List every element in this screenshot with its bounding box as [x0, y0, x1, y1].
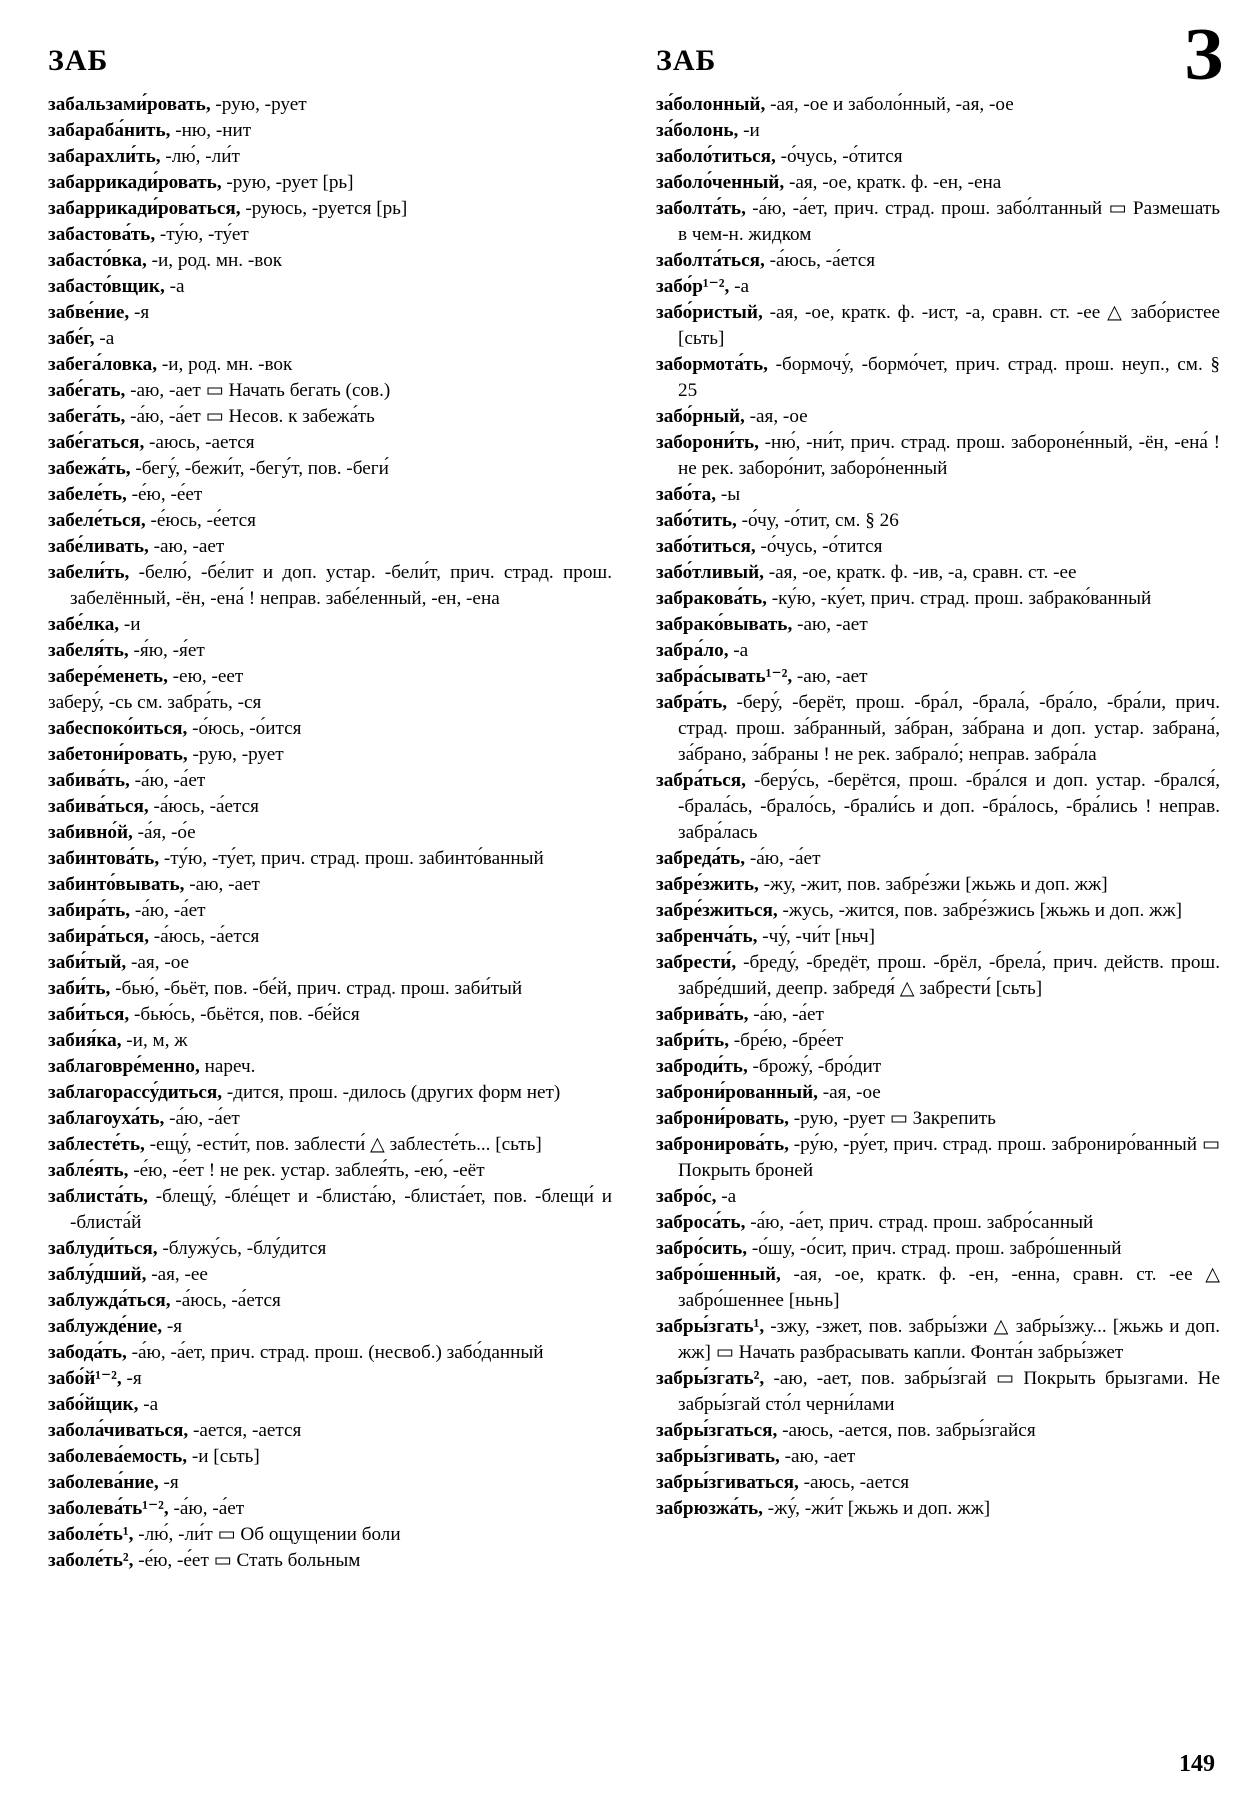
dictionary-entry	[656, 534, 1220, 560]
entry-definition: -бреду́, -бредёт, прош. -брёл, -брела́, прич. действ. прош. забре́дший, деепр. забредя́ △ забрести́ [сьть]	[678, 952, 1220, 999]
entry-headword: забо́тливый,	[656, 562, 764, 583]
entry-headword: забивно́й,	[48, 822, 133, 843]
dictionary-entry	[656, 1418, 1220, 1444]
running-head-left: ЗАБ	[48, 44, 109, 77]
entry-headword: забе́ливать,	[48, 536, 149, 557]
dictionary-entry	[48, 326, 612, 352]
entry-headword: забре́зжить,	[656, 874, 759, 895]
entry-headword: забренча́ть,	[656, 926, 758, 947]
entry-definition: -а	[729, 276, 750, 297]
entry-definition: -ку́ю, -ку́ет, прич. страд. прош. забрако́ванный	[766, 588, 1152, 609]
entry-definition: -рую, -рует	[187, 744, 284, 765]
entry-headword: забода́ть,	[48, 1342, 127, 1363]
entry-headword: забо́тить,	[656, 510, 737, 531]
dictionary-entry	[48, 300, 612, 326]
entry-definition: -а	[94, 328, 115, 349]
entry-headword: забере́менеть,	[48, 666, 168, 687]
entry-definition: -аю, -ает	[148, 536, 225, 557]
dictionary-entry	[48, 742, 612, 768]
entry-headword: забра́сывать¹⁻²,	[656, 666, 793, 687]
dictionary-entry	[656, 664, 1220, 690]
entry-headword: забе́гаться,	[48, 432, 145, 453]
dictionary-entry	[48, 404, 612, 430]
entry-headword: заблагорассу́диться,	[48, 1082, 223, 1103]
entry-headword: заблужда́ться,	[48, 1290, 171, 1311]
entry-headword: забасто́вщик,	[48, 276, 165, 297]
dictionary-entry	[48, 1340, 612, 1366]
entry-headword: забра́ло,	[656, 640, 729, 661]
dictionary-entry	[656, 690, 1220, 768]
entry-definition: -бью́, -бьёт, пов. -бе́й, прич. страд. прош. заби́тый	[110, 978, 523, 999]
entry-definition: -и	[119, 614, 141, 635]
entry-headword: заболо́титься,	[656, 146, 776, 167]
dictionary-entry	[48, 1236, 612, 1262]
entry-headword: забо́рный,	[656, 406, 745, 427]
entry-headword: заблуди́ться,	[48, 1238, 158, 1259]
entry-definition: -а	[138, 1394, 159, 1415]
entry-headword: забрюзжа́ть,	[656, 1498, 763, 1519]
entry-definition: -а́я, -о́е	[132, 822, 196, 843]
dictionary-entry	[48, 950, 612, 976]
entry-headword: забры́згиваться,	[656, 1472, 799, 1493]
dictionary-entry	[48, 1002, 612, 1028]
entry-definition: -лю́, -ли́т	[160, 146, 240, 167]
dictionary-entry	[48, 1366, 612, 1392]
dictionary-entry	[656, 1132, 1220, 1184]
entry-headword: заболева́ть¹⁻²,	[48, 1498, 169, 1519]
dictionary-entry	[48, 1132, 612, 1158]
dictionary-entry	[656, 274, 1220, 300]
entry-definition: -а́юсь, -а́ется	[170, 1290, 281, 1311]
entry-headword: забро́шенный,	[656, 1264, 781, 1285]
entry-headword: забреда́ть,	[656, 848, 746, 869]
dictionary-entry	[656, 768, 1220, 846]
entry-definition: -о́шу, -о́сит, прич. страд. прош. забро́шенный	[747, 1238, 1122, 1259]
entry-headword: забо́р¹⁻²,	[656, 276, 730, 297]
entry-headword: забаррикади́роваться,	[48, 198, 241, 219]
entry-definition: -а́юсь, -а́ется	[148, 796, 259, 817]
entry-definition: -брожу́, -бро́дит	[747, 1056, 882, 1077]
entry-headword: забры́згаться,	[656, 1420, 778, 1441]
entry-definition: -а́ю, -а́ет, прич. страд. прош. (несвоб.) забо́данный	[126, 1342, 544, 1363]
dictionary-entry	[48, 794, 612, 820]
dictionary-entry	[48, 248, 612, 274]
entry-headword: забе́г,	[48, 328, 95, 349]
entry-headword: забетони́ровать,	[48, 744, 188, 765]
entry-headword: забега́ловка,	[48, 354, 158, 375]
dictionary-entry	[48, 92, 612, 118]
entry-definition: -я	[121, 1368, 142, 1389]
dictionary-entry	[48, 196, 612, 222]
entry-headword: забасто́вка,	[48, 250, 147, 271]
right-column	[656, 92, 1220, 1522]
dictionary-entry	[656, 248, 1220, 274]
entry-headword: забо́й¹⁻²,	[48, 1368, 122, 1389]
entry-definition: -аю, -ает, пов. забры́згай ▭ Покрыть брызгами. Не забры́згай сто́л черни́лами	[678, 1368, 1220, 1415]
dictionary-entry	[656, 170, 1220, 196]
dictionary-entry	[48, 1158, 612, 1184]
entry-headword: забо́та,	[656, 484, 717, 505]
dictionary-entry	[48, 664, 612, 690]
entry-definition: -ту́ю, -ту́ет	[155, 224, 249, 245]
entry-definition: -ая, -ое, кратк. ф. -ен, -ена	[784, 172, 1002, 193]
entry-headword: забальзами́ровать,	[48, 94, 211, 115]
entry-headword: забира́ть,	[48, 900, 131, 921]
entry-headword: забежа́ть,	[48, 458, 131, 479]
dictionary-entry	[656, 1002, 1220, 1028]
dictionary-entry	[656, 1106, 1220, 1132]
entry-definition: -я́ю, -я́ет	[128, 640, 205, 661]
dictionary-entry	[48, 1418, 612, 1444]
entry-headword: за́болонь,	[656, 120, 739, 141]
entry-definition: -ая, -ое, кратк. ф. -ен, -енна, сравн. ст. -ее △ забро́шеннее [ньнь]	[678, 1264, 1220, 1311]
entry-definition: -блещу́, -бле́щет и -блиста́ю, -блиста́ет, пов. -блещи́ и -блиста́й	[70, 1186, 612, 1233]
entry-definition: -а́ю, -а́ет, прич. страд. прош. забро́санный	[745, 1212, 1094, 1233]
entry-definition: -зжу, -зжет, пов. забры́зжи △ забры́зжу... [жьжь и доп. жж] ▭ Начать разбрасывать капли. Фонта́н забры́зжет	[678, 1316, 1220, 1363]
entry-headword: забры́згать²,	[656, 1368, 765, 1389]
entry-headword: забракова́ть,	[656, 588, 767, 609]
entry-headword: забива́ть,	[48, 770, 130, 791]
dictionary-entry	[656, 846, 1220, 872]
dictionary-entry	[48, 820, 612, 846]
dictionary-entry	[656, 1210, 1220, 1236]
entry-definition: -жу́, -жи́т [жьжь и доп. жж]	[762, 1498, 991, 1519]
entry-headword: забеле́ться,	[48, 510, 146, 531]
entry-headword: забве́ние,	[48, 302, 130, 323]
entry-definition: -беру́сь, -берётся, прош. -бра́лся и доп. устар. -брался́, -брала́сь, -брало́сь, -брали́сь и доп. -бра́лось, -бра́лись ! неправ. забра́лась	[678, 770, 1220, 843]
entry-headword: забарахли́ть,	[48, 146, 161, 167]
dictionary-entry	[656, 118, 1220, 144]
entry-definition: -я	[129, 302, 150, 323]
entry-definition: -блужу́сь, -блу́дится	[157, 1238, 327, 1259]
dictionary-entry	[48, 924, 612, 950]
dictionary-entry	[48, 1262, 612, 1288]
entry-definition: -чу́, -чи́т [ньч]	[757, 926, 876, 947]
entry-headword: забро́с,	[656, 1186, 717, 1207]
entry-definition: -е́ю, -е́ет	[126, 484, 203, 505]
entry-headword: забия́ка,	[48, 1030, 122, 1051]
entry-headword: забели́ть,	[48, 562, 130, 583]
dictionary-entry	[48, 690, 612, 716]
dictionary-entry	[48, 1028, 612, 1054]
dictionary-entry	[656, 508, 1220, 534]
entry-definition: -а́юсь, -а́ется	[149, 926, 260, 947]
dictionary-entry	[48, 898, 612, 924]
entry-definition: -а́ю, -а́ет	[130, 900, 206, 921]
dictionary-entry	[48, 1054, 612, 1080]
entry-definition: -руюсь, -руется [рь]	[240, 198, 408, 219]
entry-definition: -дится, прош. -дилось (других форм нет)	[222, 1082, 561, 1103]
entry-headword: за́болонный,	[656, 94, 766, 115]
dictionary-entry	[48, 638, 612, 664]
dictionary-entry	[656, 1184, 1220, 1210]
dictionary-entry	[656, 144, 1220, 170]
entry-headword: забе́лка,	[48, 614, 120, 635]
dictionary-entry	[656, 1262, 1220, 1314]
entry-definition: -аюсь, -ается	[798, 1472, 910, 1493]
entry-definition: -рую, -рует ▭ Закрепить	[788, 1108, 996, 1129]
entry-definition: -ею, -еет	[167, 666, 244, 687]
entry-definition: -ая, -ое, кратк. ф. -ист, -а, сравн. ст. -ее △ забо́ристее [сьть]	[678, 302, 1220, 349]
entry-headword: забега́ть,	[48, 406, 126, 427]
dictionary-entry	[656, 612, 1220, 638]
entry-headword: заблаговре́менно,	[48, 1056, 200, 1077]
entry-definition: -бре́ю, -бре́ет	[729, 1030, 844, 1051]
dictionary-entry	[656, 1028, 1220, 1054]
entry-definition: -бормочу́, -бормо́чет, прич. страд. прош. неуп., см. § 25	[678, 354, 1220, 401]
entry-headword: заболева́ние,	[48, 1472, 159, 1493]
dictionary-entry	[48, 430, 612, 456]
dictionary-entry	[656, 404, 1220, 430]
entry-headword: забре́зжиться,	[656, 900, 778, 921]
entry-headword: забормота́ть,	[656, 354, 768, 375]
section-letter: З	[1183, 14, 1223, 96]
entry-definition: -бью́сь, -бьётся, пов. -бе́йся	[129, 1004, 360, 1025]
dictionary-entry	[656, 1236, 1220, 1262]
dictionary-entry	[656, 482, 1220, 508]
left-column	[48, 92, 612, 1574]
entry-definition: -ая, -ое, кратк. ф. -ив, -а, сравн. ст. -ее	[763, 562, 1077, 583]
dictionary-entry	[656, 1054, 1220, 1080]
dictionary-entry	[48, 170, 612, 196]
entry-headword: заброни́рованный,	[656, 1082, 818, 1103]
dictionary-entry	[48, 534, 612, 560]
dictionary-entry	[656, 872, 1220, 898]
entry-headword: забе́гать,	[48, 380, 126, 401]
dictionary-entry	[656, 1080, 1220, 1106]
dictionary-entry	[48, 456, 612, 482]
dictionary-entry	[48, 612, 612, 638]
dictionary-entry	[48, 1184, 612, 1236]
dictionary-entry	[48, 378, 612, 404]
entry-headword: забастова́ть,	[48, 224, 156, 245]
entry-definition: -и	[738, 120, 760, 141]
page-number: 149	[1179, 1751, 1215, 1777]
entry-definition: -аю, -ает	[792, 614, 868, 635]
entry-definition: нареч.	[199, 1056, 256, 1077]
dictionary-entry	[656, 1496, 1220, 1522]
entry-headword: заби́ться,	[48, 1004, 130, 1025]
entry-definition: -а́ю, -а́ет	[745, 848, 821, 869]
entry-definition: -ещу́, -ести́т, пов. заблести́ △ заблесте́ть... [сьть]	[144, 1134, 542, 1155]
dictionary-entry	[48, 352, 612, 378]
entry-definition: -о́чусь, -о́тится	[775, 146, 903, 167]
entry-definition: -аюсь, -ается	[144, 432, 255, 453]
entry-headword: заболо́ченный,	[656, 172, 785, 193]
dictionary-entry	[48, 1444, 612, 1470]
dictionary-entry	[48, 1392, 612, 1418]
entry-headword: забры́згать¹,	[656, 1316, 765, 1337]
entry-definition: -а́ю, -а́ет	[168, 1498, 245, 1519]
entry-headword: забра́ться,	[656, 770, 746, 791]
entry-headword: забеля́ть,	[48, 640, 129, 661]
entry-definition: -а́ю, -а́ет	[129, 770, 206, 791]
entry-definition: -и [сьть]	[187, 1446, 260, 1467]
dictionary-entry	[48, 560, 612, 612]
dictionary-entry	[656, 1444, 1220, 1470]
entry-definition: -аюсь, -ается, пов. забры́згайся	[777, 1420, 1036, 1441]
entry-headword: заболева́емость,	[48, 1446, 188, 1467]
entry-definition: -а	[716, 1186, 737, 1207]
entry-headword: заблужде́ние,	[48, 1316, 163, 1337]
entry-definition: -ая, -ее	[146, 1264, 208, 1285]
dictionary-entry	[656, 1366, 1220, 1418]
entry-definition: -а	[164, 276, 185, 297]
dictionary-entry	[48, 976, 612, 1002]
entry-definition: заберу́, -сь см. забра́ть, -ся	[48, 692, 262, 713]
entry-definition: -лю́, -ли́т ▭ Об ощущении боли	[133, 1524, 401, 1545]
dictionary-entry	[48, 1106, 612, 1132]
dictionary-entry	[48, 118, 612, 144]
dictionary-entry	[48, 508, 612, 534]
entry-headword: забинто́вывать,	[48, 874, 185, 895]
entry-headword: забри́ть,	[656, 1030, 729, 1051]
entry-definition: -ая, -ое	[744, 406, 808, 427]
entry-definition: -ая, -ое	[126, 952, 190, 973]
entry-definition: -е́юсь, -е́ется	[145, 510, 257, 531]
entry-definition: -и, род. мн. -вок	[157, 354, 293, 375]
entry-definition: -ру́ю, -ру́ет, прич. страд. прош. заброниро́ванный ▭ Покрыть броней	[678, 1134, 1220, 1181]
dictionary-entry	[48, 1496, 612, 1522]
entry-headword: заболта́ть,	[656, 198, 746, 219]
entry-headword: забола́чиваться,	[48, 1420, 189, 1441]
entry-definition: -аю, -ает	[792, 666, 868, 687]
dictionary-entry	[48, 768, 612, 794]
dictionary-entry	[48, 1470, 612, 1496]
dictionary-entry	[48, 1314, 612, 1340]
dictionary-entry	[656, 196, 1220, 248]
dictionary-entry	[48, 144, 612, 170]
dictionary-entry	[48, 716, 612, 742]
dictionary-entry	[48, 1080, 612, 1106]
entry-headword: забива́ться,	[48, 796, 149, 817]
entry-definition: -рую, -рует [рь]	[221, 172, 354, 193]
entry-definition: -о́чу, -о́тит, см. § 26	[736, 510, 899, 531]
entry-definition: -жу, -жит, пов. забре́зжи [жьжь и доп. жж]	[758, 874, 1108, 895]
dictionary-entry	[48, 846, 612, 872]
entry-headword: заби́ть,	[48, 978, 111, 999]
dictionary-entry	[48, 482, 612, 508]
dictionary-entry	[48, 1522, 612, 1548]
entry-headword: забо́титься,	[656, 536, 756, 557]
entry-headword: заблесте́ть,	[48, 1134, 145, 1155]
entry-definition: -ню, -нит	[170, 120, 252, 141]
entry-headword: заболта́ться,	[656, 250, 765, 271]
entry-definition: -ы	[716, 484, 741, 505]
entry-headword: заболе́ть²,	[48, 1550, 134, 1571]
entry-headword: заби́тый,	[48, 952, 127, 973]
entry-definition: -о́чусь, -о́тится	[755, 536, 883, 557]
entry-definition: -белю́, -бе́лит и доп. устар. -бели́т, прич. страд. прош. забелённый, -ён, -ена́ ! неправ. забе́ленный, -ен, -ена	[70, 562, 612, 609]
entry-headword: забрива́ть,	[656, 1004, 749, 1025]
entry-definition: -рую, -рует	[210, 94, 307, 115]
dictionary-entry	[656, 430, 1220, 482]
dictionary-entry	[656, 352, 1220, 404]
dictionary-entry	[48, 222, 612, 248]
entry-headword: заблу́дший,	[48, 1264, 147, 1285]
entry-definition: -беру́, -берёт, прош. -бра́л, -брала́, -бра́ло, -бра́ли, прич. страд. прош. за́бранный, за́бран, за́брана и доп. устар. забрана́, за́брано, за́браны ! не рек. забрало́; неправ. забра́ла	[678, 692, 1220, 765]
entry-headword: забараба́нить,	[48, 120, 171, 141]
entry-headword: заброни́ровать,	[656, 1108, 789, 1129]
dictionary-entry	[656, 560, 1220, 586]
entry-headword: забле́ять,	[48, 1160, 129, 1181]
dictionary-entry	[656, 1314, 1220, 1366]
entry-definition: -а́ю, -а́ет ▭ Несов. к забежа́ть	[125, 406, 375, 427]
entry-definition: -е́ю, -е́ет ▭ Стать больным	[133, 1550, 361, 1571]
entry-headword: заборони́ть,	[656, 432, 759, 453]
entry-definition: -ая, -ое	[817, 1082, 881, 1103]
entry-headword: забры́згивать,	[656, 1446, 780, 1467]
dictionary-entry	[48, 1548, 612, 1574]
entry-headword: заблиста́ть,	[48, 1186, 148, 1207]
entry-headword: забра́ть,	[656, 692, 728, 713]
dictionary-entry	[656, 898, 1220, 924]
entry-definition: -е́ю, -е́ет ! не рек. устар. заблея́ть, -ею́, -еёт	[128, 1160, 485, 1181]
entry-definition: -жусь, -жится, пов. забре́зжись [жьжь и доп. жж]	[777, 900, 1182, 921]
entry-definition: -аю, -ает	[184, 874, 260, 895]
dictionary-entry	[656, 300, 1220, 352]
entry-headword: забро́сить,	[656, 1238, 748, 1259]
dictionary-entry	[656, 1470, 1220, 1496]
entry-definition: -о́юсь, -о́ится	[187, 718, 302, 739]
dictionary-entry	[656, 586, 1220, 612]
entry-definition: -и, род. мн. -вок	[146, 250, 283, 271]
entry-definition: -бегу́, -бежи́т, -бегу́т, пов. -беги́	[130, 458, 389, 479]
entry-definition: -а́ю, -а́ет, прич. страд. прош. забо́лтанный ▭ Размешать в чем-н. жидком	[678, 198, 1220, 245]
entry-headword: заброди́ть,	[656, 1056, 748, 1077]
entry-headword: забеспоко́иться,	[48, 718, 188, 739]
running-head-right: ЗАБ	[656, 44, 717, 77]
entry-definition: -ню́, -ни́т, прич. страд. прош. забороне́нный, -ён, -ена́ ! не рек. заборо́нит, заборо́ненный	[678, 432, 1220, 479]
entry-headword: забо́йщик,	[48, 1394, 139, 1415]
entry-headword: забо́ристый,	[656, 302, 763, 323]
entry-definition: -а́ю, -а́ет	[164, 1108, 240, 1129]
entry-definition: -а́ю, -а́ет	[748, 1004, 824, 1025]
entry-headword: забеле́ть,	[48, 484, 127, 505]
dictionary-entry	[656, 950, 1220, 1002]
entry-headword: забрако́вывать,	[656, 614, 793, 635]
entry-headword: заблагоуха́ть,	[48, 1108, 165, 1129]
entry-definition: -а	[728, 640, 749, 661]
entry-definition: -аю, -ает ▭ Начать бегать (сов.)	[125, 380, 391, 401]
entry-headword: заболе́ть¹,	[48, 1524, 134, 1545]
entry-definition: -а́юсь, -а́ется	[764, 250, 876, 271]
entry-headword: забронирова́ть,	[656, 1134, 789, 1155]
dictionary-entry	[48, 1288, 612, 1314]
entry-definition: -аю, -ает	[779, 1446, 856, 1467]
dictionary-entry	[656, 92, 1220, 118]
entry-definition: -я	[158, 1472, 179, 1493]
dictionary-entry	[48, 274, 612, 300]
entry-definition: -ту́ю, -ту́ет, прич. страд. прош. забинто́ванный	[159, 848, 544, 869]
dictionary-entry	[656, 638, 1220, 664]
entry-headword: забрести́,	[656, 952, 737, 973]
entry-definition: -ая, -ое и заболо́нный, -ая, -ое	[765, 94, 1014, 115]
entry-headword: забира́ться,	[48, 926, 149, 947]
entry-headword: заброса́ть,	[656, 1212, 746, 1233]
entry-headword: забинтова́ть,	[48, 848, 160, 869]
entry-definition: -я	[162, 1316, 183, 1337]
dictionary-entry	[656, 924, 1220, 950]
entry-headword: забаррикади́ровать,	[48, 172, 222, 193]
entry-definition: -и, м, ж	[121, 1030, 188, 1051]
entry-definition: -ается, -ается	[188, 1420, 302, 1441]
dictionary-entry	[48, 872, 612, 898]
